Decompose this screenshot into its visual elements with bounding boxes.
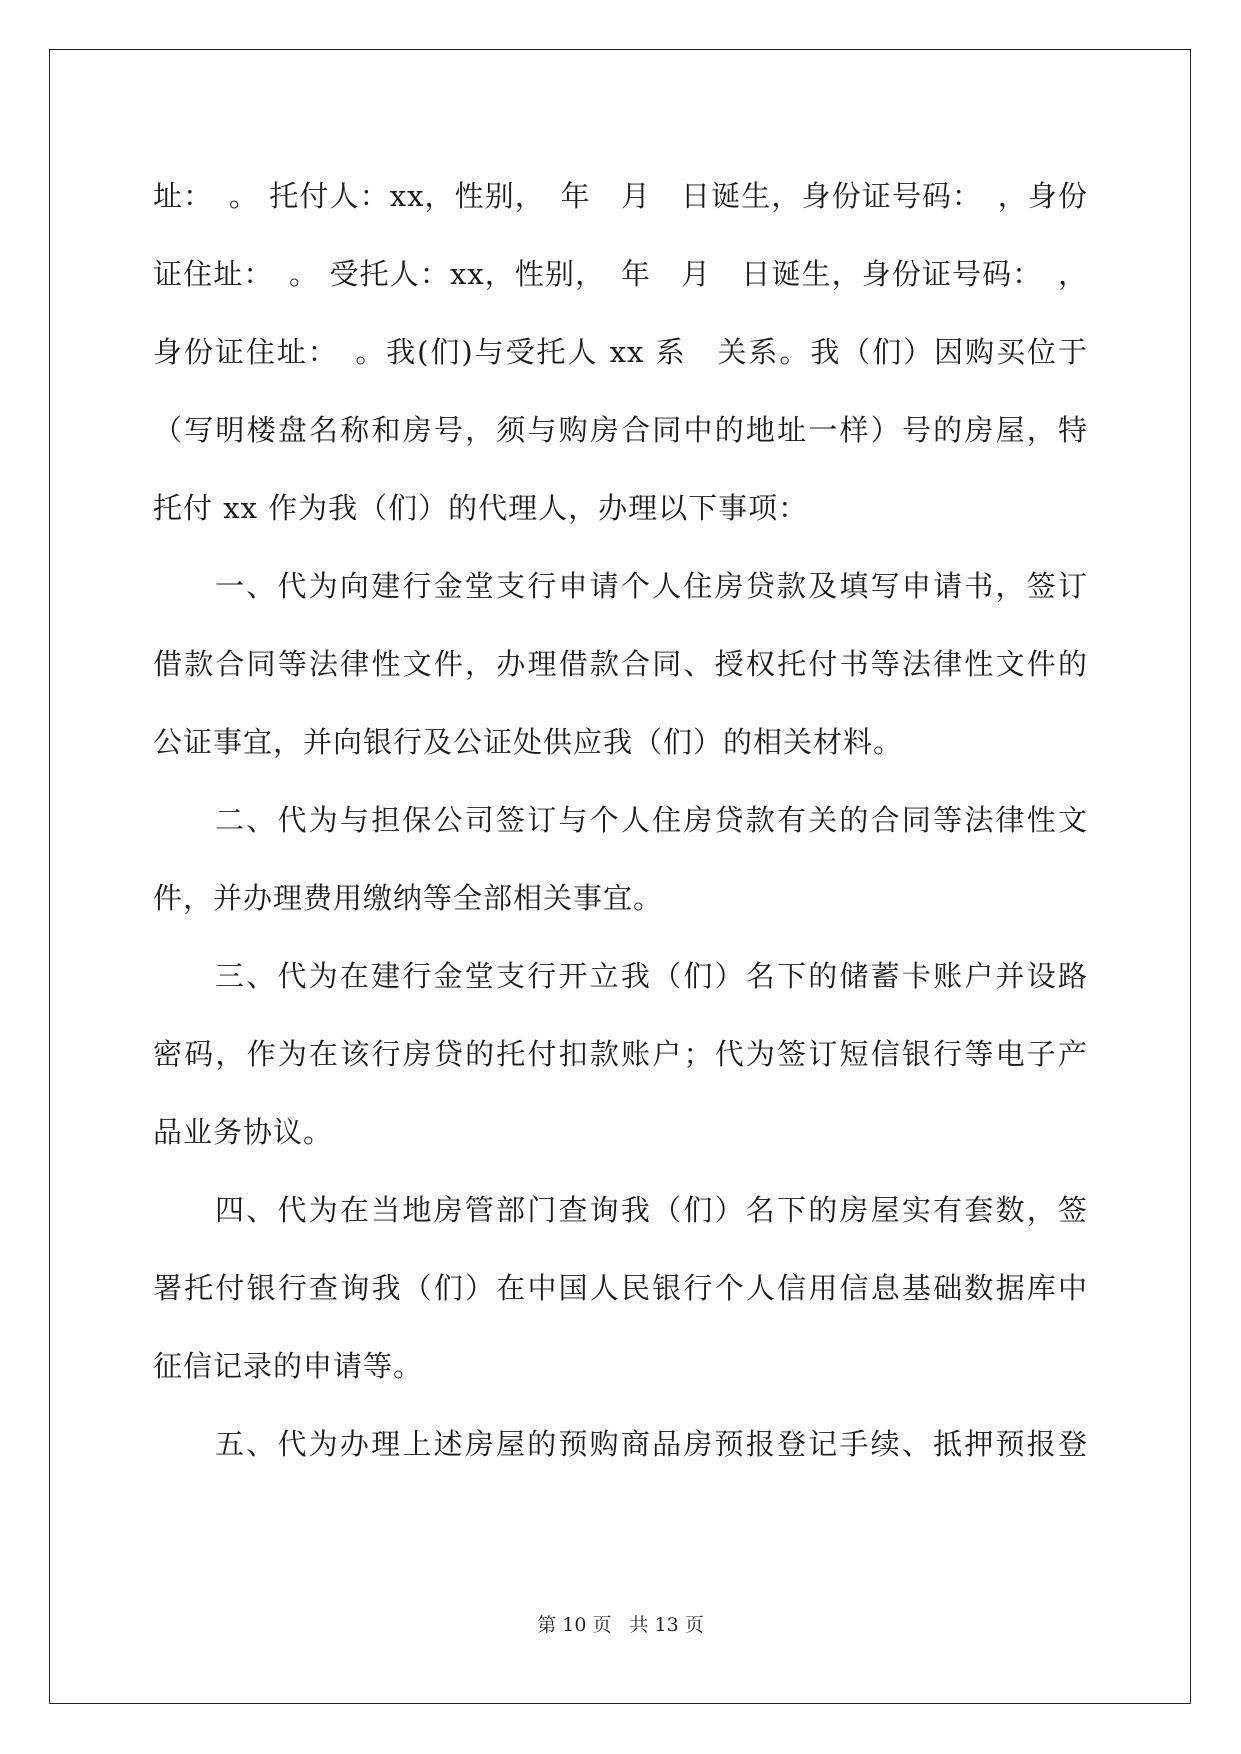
text-line: （写明楼盘名称和房号，须与购房合同中的地址一样）号的房屋，特 — [153, 413, 1088, 447]
text-line: 借款合同等法律性文件，办理借款合同、授权托付书等法律性文件的 — [153, 647, 1088, 681]
text-line: 四、代为在当地房管部门查询我（们）名下的房屋实有套数，签 — [215, 1193, 1088, 1227]
text-line: 密码，作为在该行房贷的托付扣款账户；代为签订短信银行等电子产 — [153, 1037, 1088, 1071]
text-line: 三、代为在建行金堂支行开立我（们）名下的储蓄卡账户并设路 — [215, 959, 1088, 993]
text-line: 品业务协议。 — [153, 1115, 334, 1149]
text-line: 件，并办理费用缴纳等全部相关事宜。 — [153, 881, 664, 915]
page-footer — [0, 1612, 1241, 1638]
text-line: 址： 。 托付人：xx，性别， 年 月 日诞生，身份证号码： ，身份 — [153, 179, 1088, 213]
document-body — [153, 157, 1088, 1483]
text-line: 二、代为与担保公司签订与个人住房贷款有关的合同等法律性文 — [215, 803, 1088, 837]
text-line: 身份证住址： 。我(们)与受托人 xx 系 关系。我（们）因购买位于 — [153, 335, 1088, 369]
page-total: 共 13 页 — [629, 1614, 704, 1636]
text-line: 署托付银行查询我（们）在中国人民银行个人信用信息基础数据库中 — [153, 1271, 1088, 1305]
text-line: 征信记录的申请等。 — [153, 1349, 424, 1383]
text-line: 托付 xx 作为我（们）的代理人，办理以下事项： — [153, 491, 809, 525]
page-number: 第 10 页 — [537, 1614, 612, 1636]
text-line: 证住址： 。 受托人：xx，性别， 年 月 日诞生，身份证号码： ， — [153, 257, 1088, 291]
text-line: 一、代为向建行金堂支行申请个人住房贷款及填写申请书，签订 — [215, 569, 1088, 603]
text-line: 公证事宜，并向银行及公证处供应我（们）的相关材料。 — [153, 725, 904, 759]
text-line: 五、代为办理上述房屋的预购商品房预报登记手续、抵押预报登 — [215, 1427, 1088, 1461]
